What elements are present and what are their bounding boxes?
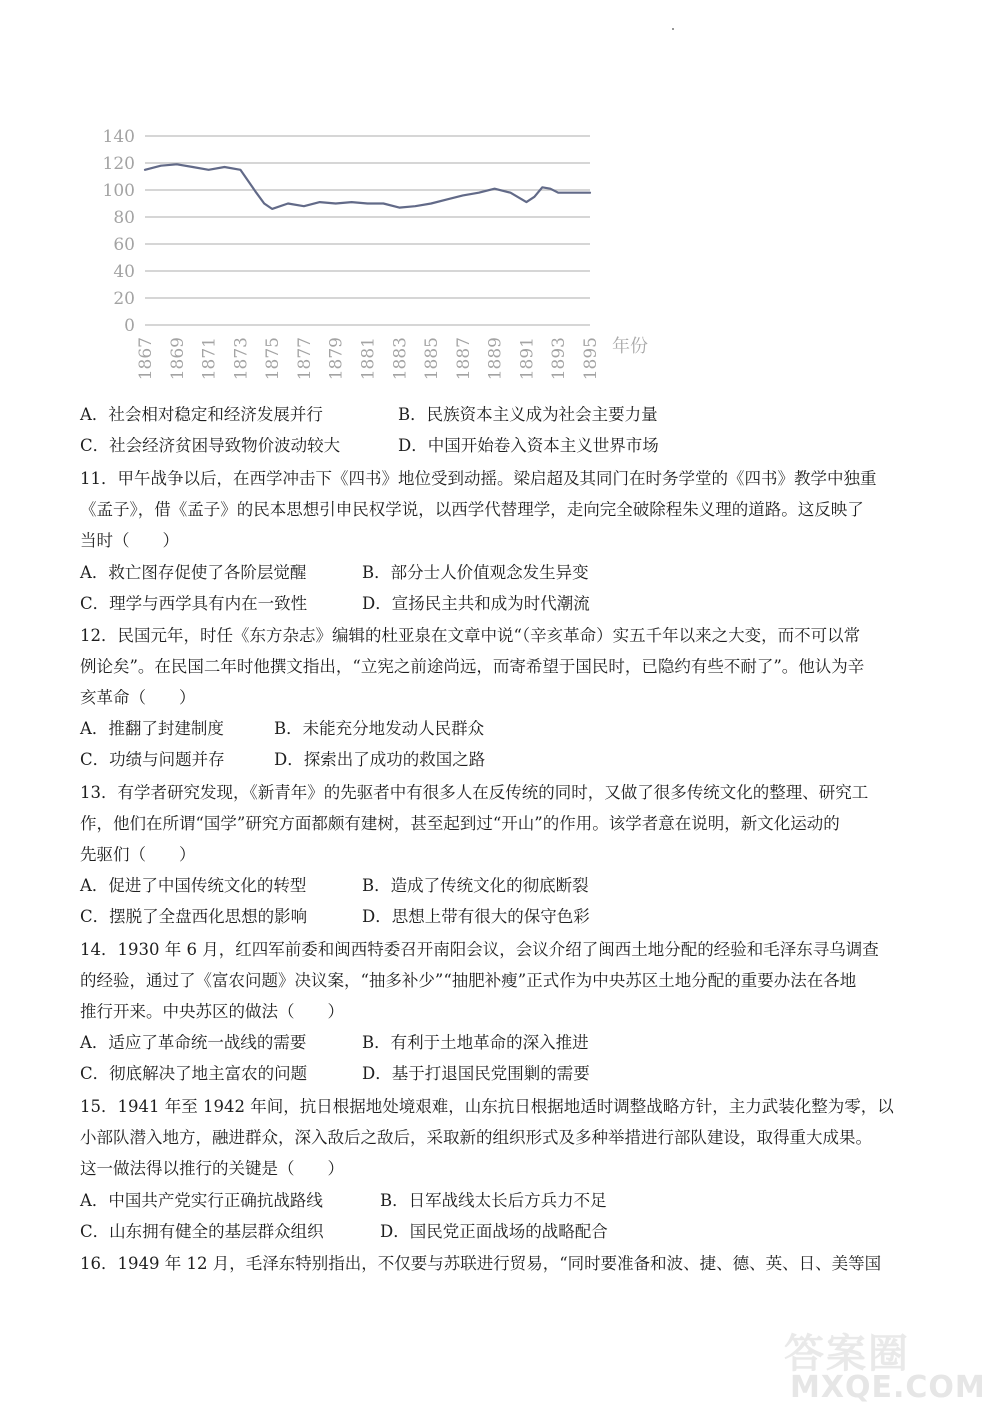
y-tick-label-80: 80 [113,208,135,228]
q12-option-b[interactable]: B．未能充分地发动人民群众 [274,719,485,738]
q12-stem-line-2: 例论矣”。在民国二年时他撰文指出，“立宪之前途尚远，而寄希望于国民时，已隐约有些不耐了”。他认为辛 [80,657,865,676]
x-tick-label-1881: 1881 [358,337,379,381]
x-tick-label-1873: 1873 [231,337,252,381]
q10-option-c[interactable]: C．社会经济贫困导致物价波动较大 [80,436,341,455]
q15-option-d[interactable]: D．国民党正面战场的战略配合 [380,1222,608,1241]
x-tick-label-1885: 1885 [422,337,443,381]
q14-stem-line-3: 推行开来。中央苏区的做法（ ） [80,1002,344,1021]
q10-option-d[interactable]: D．中国开始卷入资本主义世界市场 [398,436,659,455]
x-tick-label-1867: 1867 [136,337,156,381]
y-tick-label-20: 20 [113,289,135,309]
q15-stem-line-1: 15．1941 年至 1942 年间，抗日根据地处境艰难，山东抗日根据地适时调整战略方针，主力武装化整为零，以 [80,1097,894,1116]
q11-stem-line-3: 当时（ ） [80,531,179,550]
site-watermark [784,1322,986,1406]
q13-option-d[interactable]: D．思想上带有很大的保守色彩 [362,907,590,926]
q14-stem-line-1: 14．1930 年 6 月，红四军前委和闽西特委召开南阳会议，会议介绍了闽西土地分配的经验和毛泽东寻乌调查 [80,940,879,959]
q14-option-c[interactable]: C．彻底解决了地主富农的问题 [80,1064,308,1083]
q11-option-a[interactable]: A．救亡图存促使了各阶层觉醒 [80,563,307,582]
q12-option-d[interactable]: D．探索出了成功的救国之路 [274,750,486,769]
q16-stem-line-1: 16．1949 年 12 月，毛泽东特别指出，不仅要与苏联进行贸易，“同时要准备和波、捷、德、英、日、美等国 [80,1254,882,1273]
q11-stem-line-2: 《孟子》，借《孟子》的民本思想引申民权学说，以西学代替理学，走向完全破除程朱义理的道路。这反映了 [80,500,864,519]
y-tick-label-100: 100 [102,181,135,201]
q13-stem-line-2: 作，他们在所谓“国学”研究方面都颇有建树，甚至起到过“开山”的作用。该学者意在说明，新文化运动的 [80,814,840,833]
x-tick-label-1871: 1871 [199,337,220,381]
q15-option-c[interactable]: C．山东拥有健全的基层群众组织 [80,1222,324,1241]
q13-stem-line-3: 先驱们（ ） [80,845,196,864]
q12-stem-line-1: 12．民国元年，时任《东方杂志》编辑的杜亚泉在文章中说“（辛亥革命）实五千年以来之大变，而不可以常 [80,626,861,645]
watermark-logo-text: 答案圈 [784,1331,910,1377]
q13-option-b[interactable]: B．造成了传统文化的彻底断裂 [362,876,589,895]
x-tick-label-1891: 1891 [517,337,538,381]
q10-option-b[interactable]: B．民族资本主义成为社会主要力量 [398,405,658,424]
x-tick-label-1879: 1879 [326,337,347,381]
q11-option-c[interactable]: C．理学与西学具有内在一致性 [80,594,308,613]
x-tick-label-1877: 1877 [294,337,315,381]
x-tick-label-1889: 1889 [485,337,506,381]
q15-option-b[interactable]: B．日军战线太长后方兵力不足 [380,1191,607,1210]
y-tick-label-140: 140 [102,127,135,147]
x-axis-label: 年份 [612,336,648,357]
y-tick-label-60: 60 [113,235,135,255]
q14-option-a[interactable]: A．适应了革命统一战线的需要 [80,1033,307,1052]
x-tick-label-1895: 1895 [581,337,601,381]
x-tick-label-1883: 1883 [390,337,411,381]
q13-option-a[interactable]: A．促进了中国传统文化的转型 [80,876,307,895]
q15-option-a[interactable]: A．中国共产党实行正确抗战路线 [80,1191,323,1210]
q11-option-b[interactable]: B．部分士人价值观念发生异变 [362,563,589,582]
q11-stem-line-1: 11．甲午战争以后，在西学冲击下《四书》地位受到动摇。梁启超及其同门在时务学堂的《四书》教学中独重 [80,469,877,488]
x-tick-label-1869: 1869 [167,337,188,381]
q13-option-c[interactable]: C．摆脱了全盘西化思想的影响 [80,907,308,926]
q13-stem-line-1: 13．有学者研究发现，《新青年》的先驱者中有很多人在反传统的同时，又做了很多传统文化的整理、研究工 [80,783,869,802]
watermark-url: MXQE.COM [790,1370,986,1405]
q12-stem-line-3: 亥革命（ ） [80,688,196,707]
q11-option-d[interactable]: D．宣扬民主共和成为时代潮流 [362,594,590,613]
series-line-0 [145,164,590,209]
price-index-line-chart [0,0,1000,400]
x-tick-label-1875: 1875 [263,337,284,381]
q15-stem-line-3: 这一做法得以推行的关键是（ ） [80,1159,344,1178]
q15-stem-line-2: 小部队潜入地方，融进群众，深入敌后之敌后，采取新的组织形式及多种举措进行部队建设，取得重大成果。 [80,1128,872,1147]
x-tick-label-1887: 1887 [453,337,474,381]
q14-stem-line-2: 的经验，通过了《富农问题》决议案，“抽多补少”“抽肥补瘦”正式作为中央苏区土地分配的重要办法在各地 [80,971,857,990]
y-tick-label-40: 40 [113,262,135,282]
q14-option-d[interactable]: D．基于打退国民党围剿的需要 [362,1064,590,1083]
q12-option-a[interactable]: A．推翻了封建制度 [80,719,224,738]
x-tick-label-1893: 1893 [549,337,570,381]
y-tick-label-0: 0 [124,316,135,336]
q12-option-c[interactable]: C．功绩与问题并存 [80,750,225,769]
q14-option-b[interactable]: B．有利于土地革命的深入推进 [362,1033,589,1052]
q10-option-a[interactable]: A．社会相对稳定和经济发展并行 [80,405,323,424]
y-tick-label-120: 120 [102,154,135,174]
